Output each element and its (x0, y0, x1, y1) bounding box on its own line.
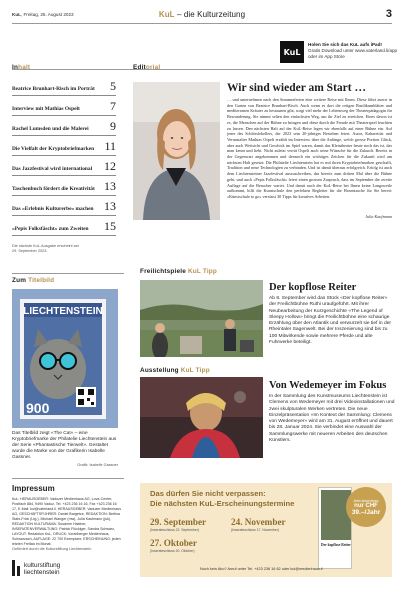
titelbild-divider (12, 273, 124, 274)
impressum-divider (12, 478, 124, 479)
tipp1-headline: Der kopflose Reiter (269, 282, 357, 293)
toc-label-gold: halt (18, 64, 31, 71)
toc-item-title: «Pepis Folksfäscht» zum Zweiten (12, 226, 89, 232)
subscription-ad[interactable] (140, 483, 392, 577)
page-number: 3 (385, 8, 392, 20)
tipp2-body: In der Sammlung des Kunstmuseums Liechtenstein ist Clemens von Wedemeyer mit drei Videoinstallationen und zwei skulpturalen Werken vertreten. Die neue Einzelpräsentation «Im Kontext der Sammlung: Clemens von Wedemeyer» wird am 31. August eröffnet und dauert bis 28. Januar 2024. Sie verbindet eine Auswahl der Sammlungswerke mit neueren Arbeiten des deutschen Künstlers. (269, 394, 395, 444)
impressum-title: Impressum (12, 484, 55, 493)
editorial-headline: Wir sind wieder am Start … (227, 82, 366, 94)
toc-item-title: Die Vielfalt der Kryptobriefmarken (12, 146, 95, 152)
editorial-signature: Julia Kaufmann (365, 214, 392, 219)
tipp2-label (140, 367, 210, 374)
toc-item[interactable] (12, 176, 116, 196)
header-title-brand: KuL (158, 10, 175, 19)
toc-item-title: Beatrice Brunhart-Risch im Porträt (12, 86, 95, 92)
toc-note: Die nächste KuL-Ausgabe erscheint am 29. September 2023. (12, 244, 79, 253)
toc-item-page: 12 (104, 159, 116, 173)
portrait-illustration (133, 82, 220, 220)
editorial-label-black: Edit (133, 64, 146, 71)
ad-magazine-photo (321, 490, 351, 540)
header-divider (12, 23, 392, 24)
stamp-illustration (12, 289, 118, 428)
cover-image (12, 289, 118, 428)
toc-item-title: Das Jazzfestival wird international (12, 166, 93, 172)
header-date: KuL, Freitag, 25. August 2023 (12, 12, 74, 17)
toc-item-page: 7 (110, 99, 116, 113)
toc-item[interactable] (12, 196, 116, 216)
stamp-country: LIECHTENSTEIN (23, 306, 103, 317)
tipp1-body: Ab 8. September wird das Stück «Der kopflose Reiter» der Freilichtbühne Ruthi uraufgeführt. Mit ihrer Neubearbeitung der Kurzgeschichte «The Legend of Sleepy Hollow» bringt die Freilichtbühne eine schaurige Erzählung über den Atlantik und verwurzelt sie tief in der Rheintaler Sagenwelt. Bei der Inszenierung sind bis zu 100 Mitwirkende sowie mehrere Pferde und alte Fuhrwerke beteiligt. (269, 296, 392, 346)
toc-item[interactable] (12, 156, 116, 176)
tipp2-illustration (140, 377, 263, 458)
impressum-text: KuL: HERAUSGEBER: Vaduzer Medienhaus AG, Lova-Center, Postfach 884, 9490 Vaduz, Tel. +423 236 16 16, Fax +423 236 16 17, E-Mail: kul@vaterland.li. HERAUSGEBER: Vaduzer Medienhaus AG, GESCHÄFTSFÜHRER: Daniel Bargetze, REDAKTION: Bettina Stahl-Frick (Ltg.), Michael Wanger (mw), Julia Kaufmann (juk), REDAKTION KULTURAMA: Susanne Haldner, INSERATENVERWALTUNG: Patrick Flückiger, Sandra Schwarz, LAYOUT: Redaktion KuL, DRUCK: Vorarlberger Medienhaus, Schwarzach, AUFLAGE: 22 700 Exemplare, ERSCHEINUNG: jeden letzten Freitag im Monat. (12, 497, 122, 545)
sponsor-name (24, 562, 60, 576)
tipp1-label-black: Freilichtspiele (140, 268, 188, 275)
header-title-rest: – die Kulturzeitung (174, 10, 246, 19)
tipp1-illustration (140, 280, 263, 357)
sponsor-logo-mark (17, 566, 20, 576)
stamp-value: 900 (26, 400, 50, 416)
app-promo-text (308, 42, 398, 60)
ad-date-2-sub: (Inserateschluss 17. November) (231, 528, 280, 532)
toc-item-page: 15 (104, 219, 116, 233)
toc-item-page: 9 (110, 119, 116, 133)
toc-label-black: In (12, 64, 19, 71)
app-logo[interactable]: KuL (280, 41, 304, 63)
app-promo-line2: Gratis Download unter www.vaterland.li/app (308, 48, 398, 53)
promo-divider (12, 69, 392, 70)
titelbild-label (12, 277, 54, 284)
ad-date-3: 27. Oktober (150, 538, 197, 548)
toc-label (12, 64, 30, 71)
ad-date-3-sub: (Inserateschluss 20. Oktober) (150, 549, 195, 553)
tipp2-label-black: Ausstellung (140, 367, 181, 374)
ad-line1: Das dürfen Sie nicht verpassen: (150, 489, 266, 498)
impressum-note: Gefördert durch die Kulturstiftung Liechtenstein (12, 547, 92, 551)
app-promo-line1: Holen Sie sich das KuL aufs iPad! (308, 42, 382, 47)
toc-item[interactable] (12, 96, 116, 116)
app-promo-line3: oder im App Store (308, 54, 345, 59)
ad-footer[interactable]: Noch kein Abo? Anruf unter Tel. +423 236 16 62 oder kul@medienhaus.li (200, 567, 323, 571)
ad-date-1: 29. September (150, 517, 207, 527)
toc-item-title: Taschenbuch fördert die Kreativität (12, 186, 95, 192)
titelbild-label-gold: Titelbild (28, 277, 55, 284)
ad-badge-line2: nur CHF (354, 502, 378, 509)
sponsor-logo-mark (12, 560, 15, 576)
tipp2-label-gold: KuL Tipp (180, 367, 210, 374)
sponsor-line1: kulturstiftung (24, 562, 61, 569)
ad-price-badge (346, 487, 386, 527)
editorial-body: … und unternehmen nach den Sommerferien eine weitere Reise mit Ihnen. Diese führt zuerst in den Garten von Beatrice Brunhart-Risch. Auch wenn es dort die ortigen Basilikumblätter und mediterranen Kräuter zu bestaunen gibt, sorgt viel mehr der Lebensweg der Theaterpädagogin für Bewunderung. Sie nimmt selten den einfachsten Weg, um ihr Ziel zu erreichen. Eines davon ist es, die Menschen auf der Bühne zu bringen und diese durch die Freude mit Theaterspiel leuchten zu lassen. Den nächsten Halt auf der KuL-Reise legen wir ebenfalls auf einer Bühne ein. Auf jener des Schlösslekellers, der 2023 sein 20-jähriges Bestehen feiert. Autor, Kabarettist und Veranstalter Mathias Ospelt erzählt im Interview über die Anfänge, welch grosse Portion Glück, aber auch Weitsicht und Geschick im Spiel waren, damit das Kleintheater heute noch das ist, das man kennt und liebt. Nicht zuletzt verrät Ospelt auch seine Wünsche für die Zukunft. Bereits in der Gegenwart angekommen und dennoch ein wichtiges Zeichen für die Zukunft wird am nächsten Halt gesetzt: Die Philatelie Liechtenstein hat es mit ihren Kryptobriefmarken geschafft, Tradition und neue Technologien zu verbinden. Und ist damit überaus erfolgreich. Erfolg ist auch dem Liechtensteiner Jazzfestival auszuschreiben, das bereits zum dritten Mal über die Bühne geht, und auch «Pepis Folksfäscht» feiert einen grossen Zuspruch, dass im September die zweite Auflage auf die Besucher wartet. Und damit nach der KuL-Reise bei Ihnen keine Langeweile aufkommt, hilft die Kunstschule den perfekten Begleiter für die Hosentasche für Sie bereit: «Künstschule to go» versüsst 30 Tipps für kreatives Arbeiten. (227, 97, 392, 199)
toc-item[interactable] (12, 216, 116, 236)
header-title (0, 10, 404, 19)
editorial-label (133, 64, 160, 71)
ad-badge-line3: 39.–/Jahr (351, 508, 381, 516)
titelbild-caption: Das Titelbild zeigt «The Cat» – eine Kryptobriefmarke der Philatelie Liechtenstein aus der Serie «Phantastische Tierwelt». Gestaltet wurde die Marke von der Grafikerin Isabelle Gassner. (12, 431, 117, 461)
ad-line2: Die nächsten KuL-Erscheinungstermine (150, 499, 295, 508)
toc-item-page: 13 (104, 199, 116, 213)
ad-date-2: 24. November (231, 517, 286, 527)
tipp2-photo (140, 377, 263, 458)
toc-item[interactable] (12, 76, 116, 96)
ad-date-1-sub: (Inserateschluss 22. September) (150, 528, 199, 532)
editorial-label-gold: orial (145, 64, 161, 71)
header-brand: KuL (12, 12, 21, 17)
ad-badge-line1: Jetzt abonnieren (353, 498, 379, 503)
toc-item[interactable] (12, 136, 116, 156)
toc-item-title: Das «Erlebnis Kulturerbe» machen (12, 206, 94, 212)
toc-item-page: 13 (104, 179, 116, 193)
tipp1-label-gold: KuL Tipp (187, 268, 218, 275)
tipp1-label (140, 268, 217, 275)
toc-item-page: 5 (110, 79, 116, 93)
toc-item-page: 11 (104, 139, 116, 153)
sponsor-logo[interactable] (12, 558, 122, 582)
toc-item-title: Interview mit Mathias Ospelt (12, 106, 80, 112)
tipp2-headline: Von Wedemeyer im Fokus (269, 380, 387, 391)
toc-item-title: Rachel Lumsden und die Malerei (12, 126, 89, 132)
titelbild-label-black: Zum (12, 277, 29, 284)
titelbild-credit: Grafik: Isabelle Gassner (77, 463, 118, 467)
tipp1-photo (140, 280, 263, 357)
header-date-text: Freitag, 25. August 2023 (23, 12, 74, 17)
toc-item[interactable] (12, 116, 116, 136)
ad-magazine-title: Der kopflose Reiter (321, 543, 351, 547)
editor-portrait (133, 82, 220, 220)
sponsor-line2: liechtenstein (24, 569, 60, 576)
